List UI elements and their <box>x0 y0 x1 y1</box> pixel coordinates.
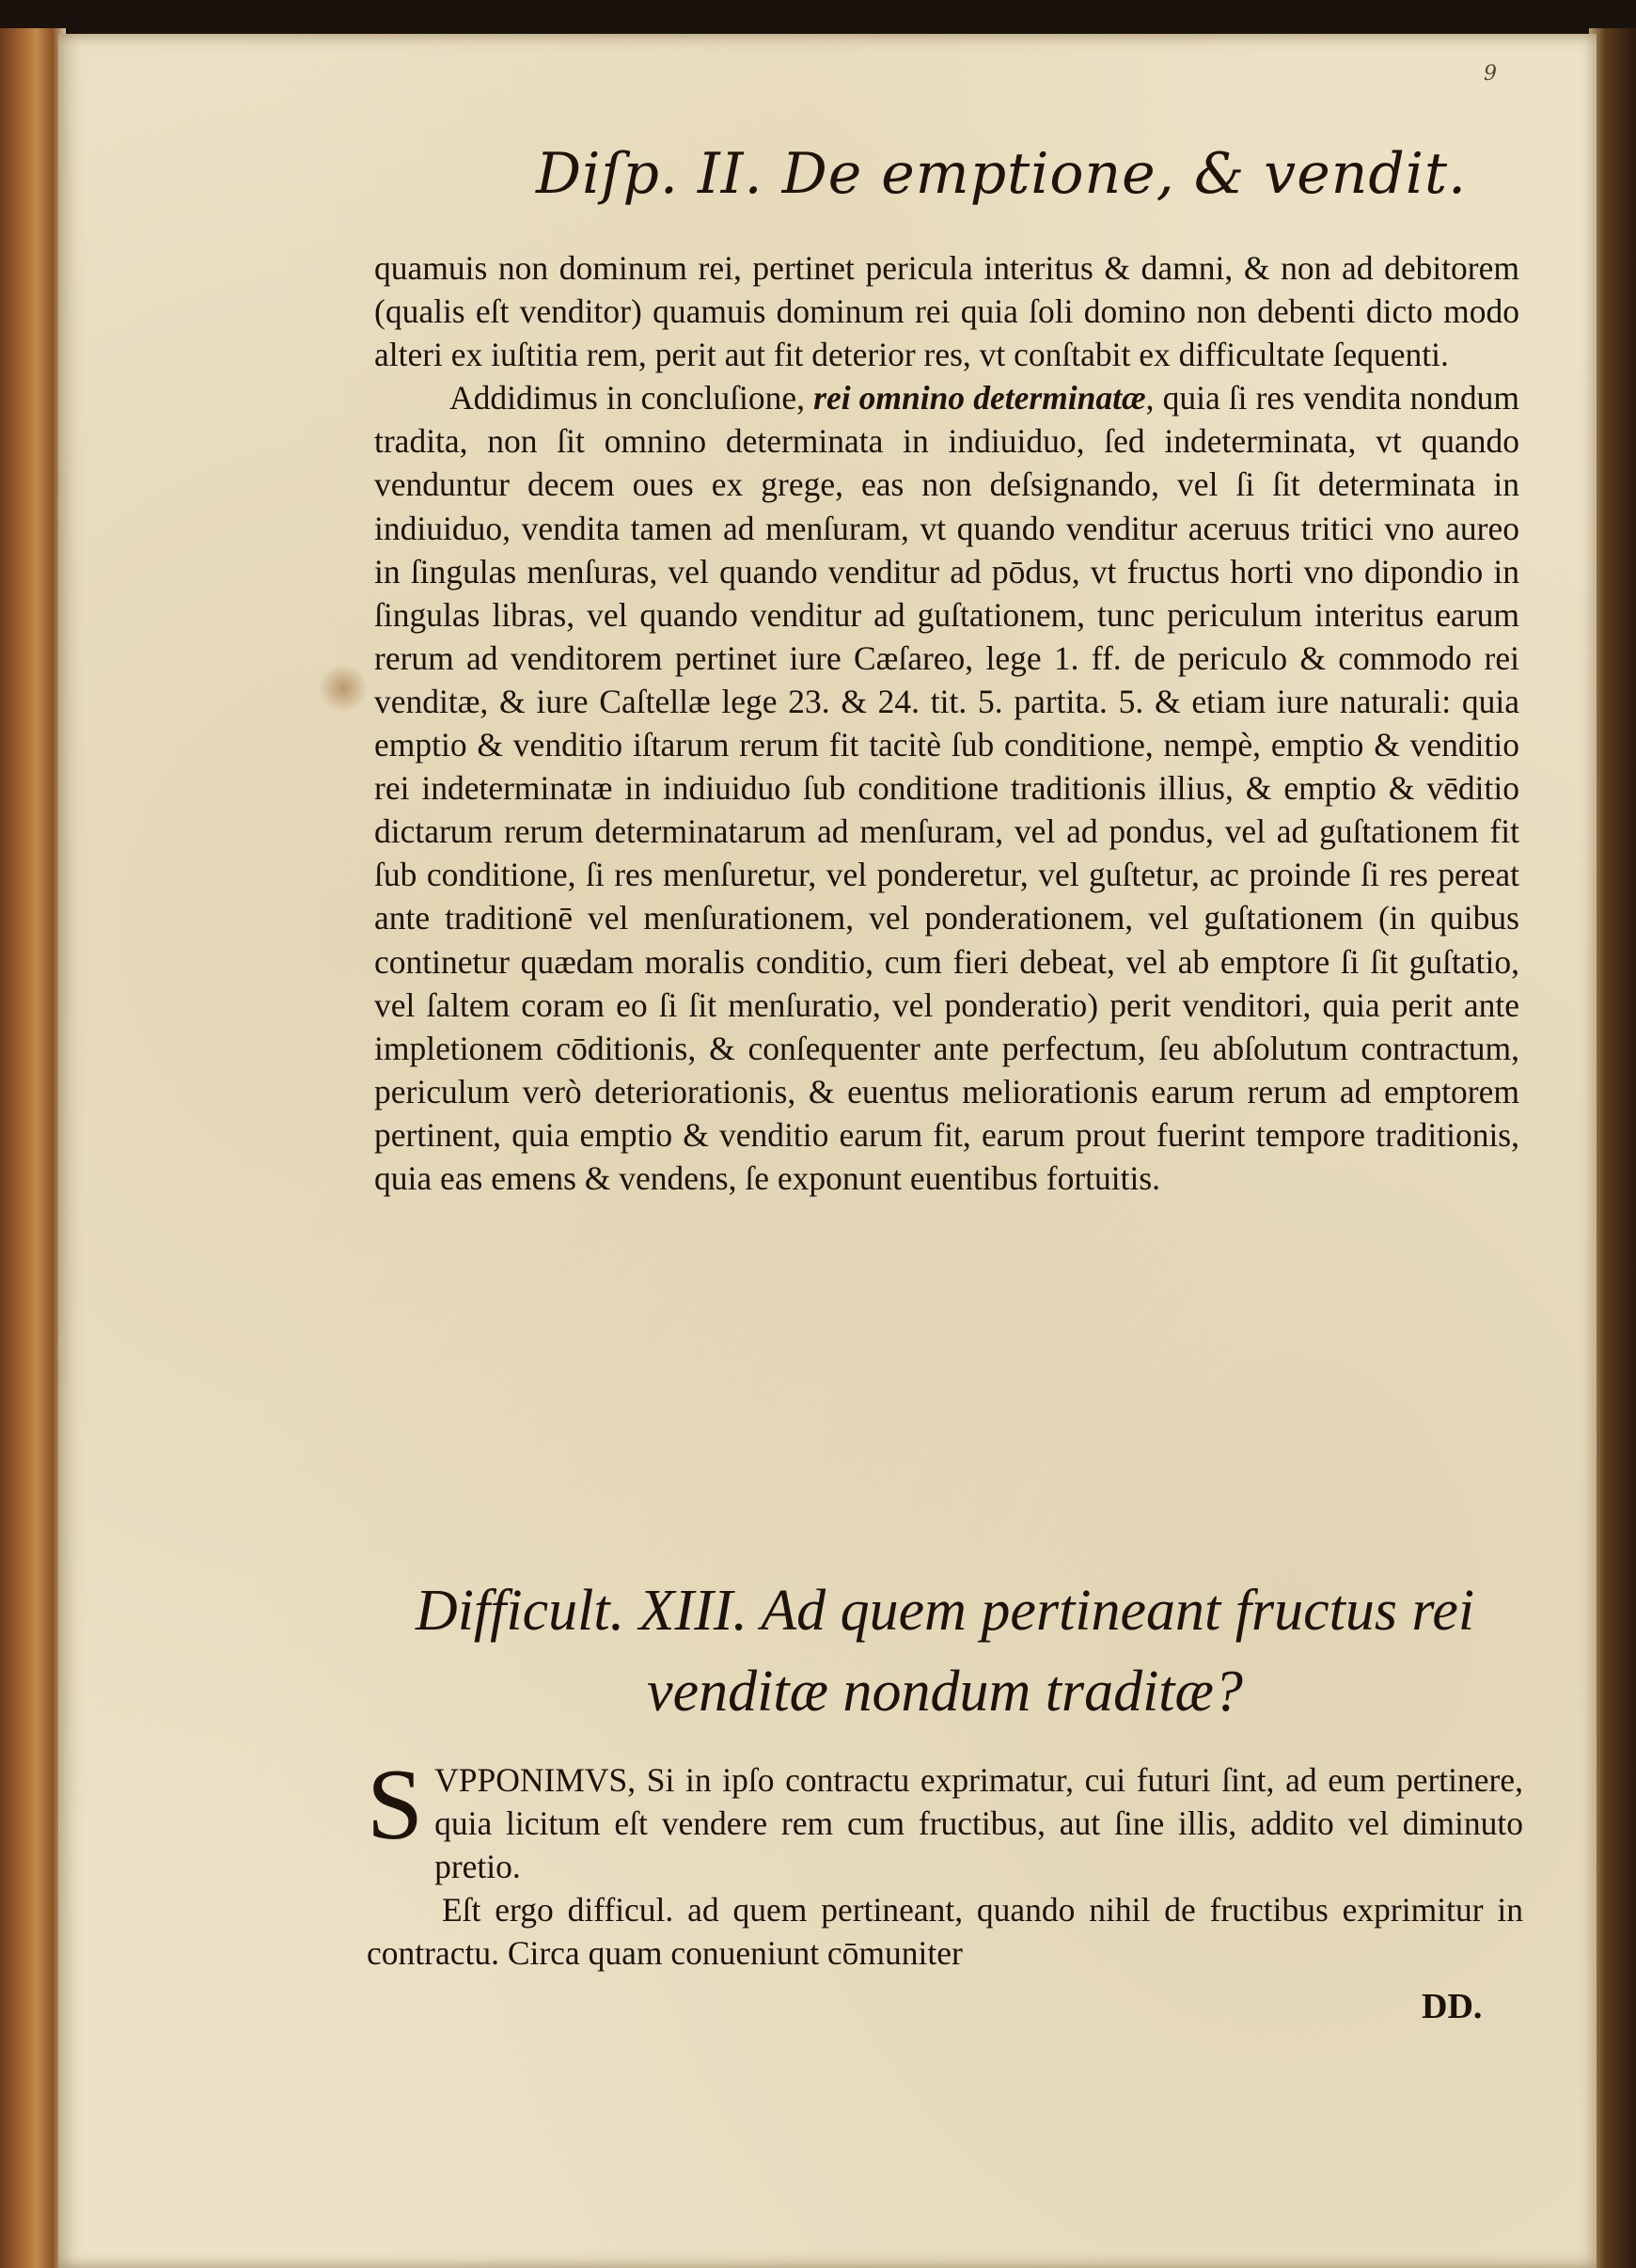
catchword: DD. <box>1422 1987 1483 2026</box>
section-heading <box>367 1570 1523 1732</box>
drop-cap: S <box>367 1749 424 1861</box>
section-paragraph-2: Eſt ergo difficul. ad quem pertineant, quando nihil de fructibus exprimitur in contractu. Circa quam conueniunt cōmuniter <box>367 1891 1523 1972</box>
page-number: 9 <box>1484 62 1497 86</box>
paragraph-2: Addidimus in concluſione, rei omnino determinatæ, quia ſi res vendita nondum tradita, non ſit omnino determinata in indiuiduo, ſed indeterminata, vt quando venduntur decem oues ex grege, eas non deſsignando, vel ſi ſit determinata in indiuiduo, vendita tamen ad menſuram, vt quando venditur aceruus tritici vno aureo in ſingulas menſuras, vel quando venditur ad pōdus, vt fructus horti vno dipondio in ſingulas libras, vel quando venditur ad guſtationem, tunc periculum interitus earum rerum ad venditorem pertinet iure Cæſareo, lege 1. ff. de periculo & commodo rei venditæ, & iure Caſtellæ lege 23. & 24. tit. 5. partita. 5. & etiam iure naturali: quia emptio & venditio iſtarum rerum fit tacitè ſub conditione, nempè, emptio & venditio rei indeterminatæ in indiuiduo ſub conditione traditionis illius, & emptio & vēditio dictarum rerum determinatarum ad menſuram, vel ad pondus, vel ad guſtationem fit ſub conditione, ſi res menſuretur, vel ponderetur, vel guſtetur, ac proinde ſi res pereat ante traditionē vel menſurationem, vel ponderationem, vel guſtationem (in quibus continetur quædam moralis conditio, cum fieri debeat, vel ab emptore ſi ſit guſtatio, vel ſaltem coram eo ſi ſit menſuratio, vel ponderatio) perit venditori, quia perit ante impletionem cōditionis, & conſequenter ante perfectum, ſeu abſolutum contractum, periculum verò deteriorationis, & euentus meliorationis earum rerum ad emptorem pertinent, quia emptio & venditio earum fit, earum prout fuerint tempore traditionis, quia eas emens & vendens, ſe exponunt euentibus fortuitis. <box>374 379 1520 1197</box>
section-text <box>367 1749 1523 1975</box>
page-stain <box>320 662 367 715</box>
book-edge-left <box>0 28 66 2268</box>
section-paragraph-1: VPPONIMVS, Si in ipſo contractu exprimatur, cui futuri ſint, ad eum pertinere, quia licitum eſt vendere rem cum fructibus, aut ſine illis, addito vel diminuto pretio. <box>434 1761 1523 1885</box>
section-heading-line-2: venditæ nondum traditæ? <box>647 1660 1243 1724</box>
body-text <box>374 246 1519 1200</box>
section-heading-line-1: Difficult. XIII. Ad quem pertineant fructus rei <box>415 1579 1475 1643</box>
paragraph-1: quamuis non dominum rei, pertinet pericula interitus & damni, & non ad debitorem (qualis eſt venditor) quamuis dominum rei quia ſoli domino non debenti dicto modo alteri ex iuſtitia rem, perit aut fit deterior res, vt conſtabit ex difficultate ſequenti. <box>374 249 1519 374</box>
running-head: Diſp. II. De emptione, & vendit. <box>536 141 1468 207</box>
emphasis-phrase: rei omnino determinatæ <box>813 379 1146 417</box>
